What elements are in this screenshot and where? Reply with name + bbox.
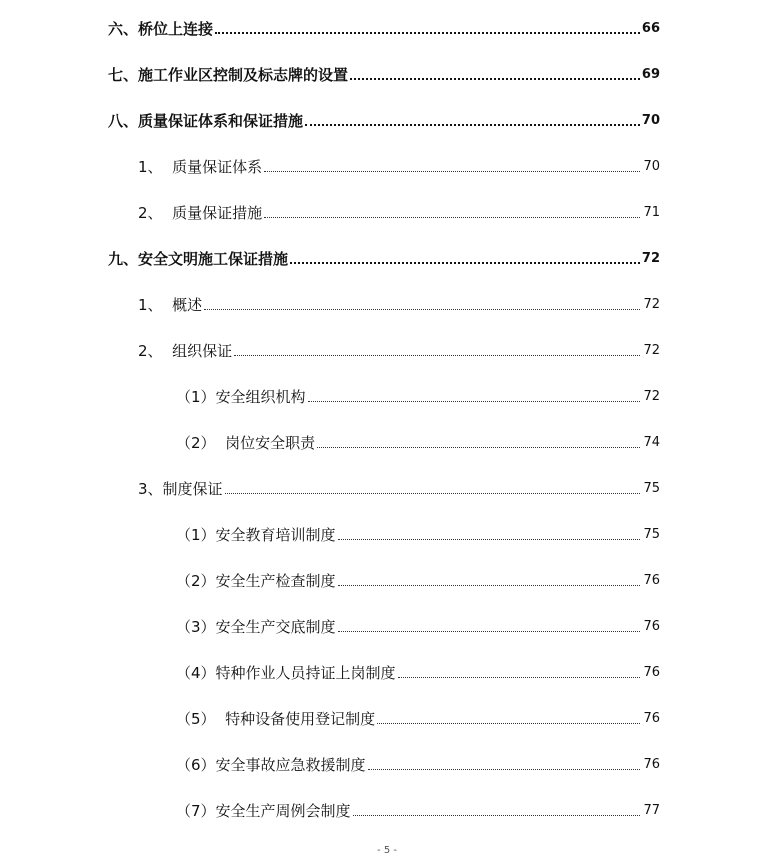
toc-entry[interactable]	[138, 292, 660, 314]
toc-entry-label: 1、 概述	[138, 296, 203, 314]
toc-entry-label: （3）安全生产交底制度	[176, 618, 336, 636]
toc-entry[interactable]	[108, 16, 660, 38]
toc-entry[interactable]	[176, 660, 660, 682]
toc-entry[interactable]	[176, 706, 660, 728]
dot-leader	[204, 308, 640, 310]
toc-entry-label: （1）安全组织机构	[176, 388, 306, 406]
toc-entry-label: （2） 岗位安全职责	[176, 434, 316, 452]
toc-entry-page: 72	[643, 343, 660, 358]
dot-leader	[308, 400, 640, 402]
toc-entry[interactable]	[176, 568, 660, 590]
dot-leader	[368, 768, 640, 770]
toc-entry-page: 70	[641, 113, 660, 128]
dot-leader	[338, 630, 640, 632]
toc-entry-page: 72	[641, 251, 660, 266]
toc-entry[interactable]	[176, 614, 660, 636]
dot-leader	[264, 170, 640, 172]
toc-entry[interactable]	[108, 62, 660, 84]
toc-entry[interactable]	[176, 798, 660, 820]
dot-leader	[225, 492, 640, 494]
toc-entry-page: 76	[643, 711, 660, 726]
toc-entry-label: 九、安全文明施工保证措施	[108, 250, 289, 268]
toc-entry-label: 六、桥位上连接	[108, 20, 214, 38]
toc-entry-label: 七、施工作业区控制及标志牌的设置	[108, 66, 349, 84]
dot-leader	[234, 354, 640, 356]
toc-entry-page: 72	[643, 297, 660, 312]
toc-entry-page: 77	[643, 803, 660, 818]
toc-entry-label: （6）安全事故应急救援制度	[176, 756, 366, 774]
toc-entry-label: 1、 质量保证体系	[138, 158, 263, 176]
dot-leader	[377, 722, 640, 724]
toc-entry-label: 3、制度保证	[138, 480, 223, 498]
dot-leader	[398, 676, 640, 678]
toc-entry-label: （2）安全生产检查制度	[176, 572, 336, 590]
dot-leader	[338, 538, 640, 540]
dot-leader	[350, 77, 640, 80]
toc-entry-page: 72	[643, 389, 660, 404]
dot-leader	[353, 814, 640, 816]
toc-entry[interactable]	[108, 108, 660, 130]
dot-leader	[264, 216, 640, 218]
toc-entry-page: 75	[643, 527, 660, 542]
toc-entry-label: 八、质量保证体系和保证措施	[108, 112, 304, 130]
toc-entry-page: 70	[643, 159, 660, 174]
toc-entry-label: 2、 组织保证	[138, 342, 233, 360]
dot-leader	[317, 446, 640, 448]
toc-entry[interactable]	[176, 752, 660, 774]
toc-entry-page: 76	[643, 573, 660, 588]
toc-entry[interactable]	[138, 154, 660, 176]
dot-leader	[305, 123, 640, 126]
toc-entry[interactable]	[138, 476, 660, 498]
page-number-footer: - 5 -	[377, 845, 397, 856]
dot-leader	[338, 584, 640, 586]
toc-entry-label: 2、 质量保证措施	[138, 204, 263, 222]
dot-leader	[290, 261, 640, 264]
toc-entry-label: （7）安全生产周例会制度	[176, 802, 351, 820]
toc-entry-page: 76	[643, 757, 660, 772]
toc-entry-page: 76	[643, 619, 660, 634]
toc-entry[interactable]	[176, 522, 660, 544]
toc-entry-page: 75	[643, 481, 660, 496]
toc-entry-label: （5） 特种设备使用登记制度	[176, 710, 376, 728]
dot-leader	[215, 31, 640, 34]
toc-entry[interactable]	[138, 338, 660, 360]
toc-entry-page: 66	[641, 21, 660, 36]
toc-entry[interactable]	[176, 384, 660, 406]
toc-entry-page: 74	[643, 435, 660, 450]
toc-entry-label: （4）特种作业人员持证上岗制度	[176, 664, 396, 682]
toc-entry-label: （1）安全教育培训制度	[176, 526, 336, 544]
toc-entry-page: 71	[643, 205, 660, 220]
toc-entry-page: 76	[643, 665, 660, 680]
toc-entry[interactable]	[176, 430, 660, 452]
toc-entry-page: 69	[641, 67, 660, 82]
toc-entry[interactable]	[138, 200, 660, 222]
toc-entry[interactable]	[108, 246, 660, 268]
